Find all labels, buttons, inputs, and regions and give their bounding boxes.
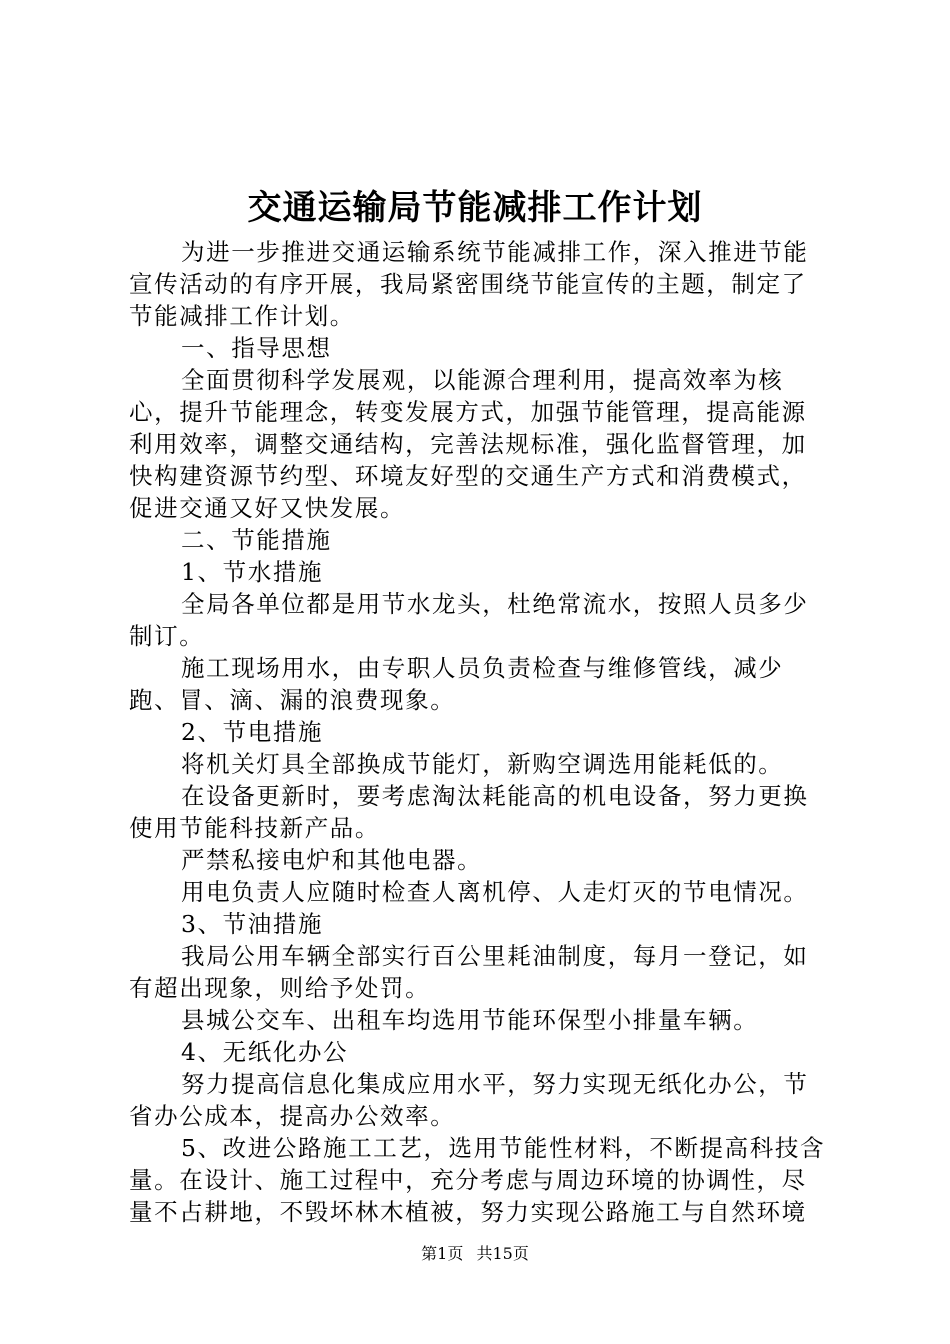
road-construction-paragraph: 5、改进公路施工工艺，选用节能性材料，不断提高科技含量。在设计、施工过程中，充分考虑与周边环境的协调性，尽量不占耕地，不毁坏林木植被，努力实现公路施工与自然环境 (129, 1134, 826, 1226)
water-saving-paragraph-1: 全局各单位都是用节水龙头，杜绝常流水，按照人员多少制订。 (129, 590, 809, 650)
fuel-saving-paragraph-1: 我局公用车辆全部实行百公里耗油制度，每月一登记，如有超出现象，则给予处罚。 (129, 942, 809, 1002)
subheading-power-saving: 2、节电措施 (181, 718, 324, 746)
subheading-paperless-office: 4、无纸化办公 (181, 1038, 349, 1066)
section-heading-measures: 二、节能措施 (181, 526, 332, 554)
power-saving-paragraph-1: 将机关灯具全部换成节能灯，新购空调选用能耗低的。 (181, 750, 784, 778)
subheading-fuel-saving: 3、节油措施 (181, 910, 324, 938)
power-saving-paragraph-3: 严禁私接电炉和其他电器。 (181, 846, 483, 874)
guiding-thought-paragraph: 全面贯彻科学发展观，以能源合理利用，提高效率为核心，提升节能理念，转变发展方式，加强节能管理，提高能源利用效率，调整交通结构，完善法规标准，强化监督管理，加快构建资源节约型、环境友好型的交通生产方式和消费模式，促进交通又好又快发展。 (129, 366, 807, 522)
fuel-saving-paragraph-2: 县城公交车、出租车均选用节能环保型小排量车辆。 (181, 1006, 759, 1034)
page-total: 共15页 (476, 1244, 529, 1263)
page-footer (0, 1244, 950, 1264)
document-body (129, 236, 829, 1228)
paperless-office-paragraph: 努力提高信息化集成应用水平，努力实现无纸化办公，节省办公成本，提高办公效率。 (129, 1070, 809, 1130)
power-saving-paragraph-4: 用电负责人应随时检查人离机停、人走灯灭的节电情况。 (181, 878, 809, 906)
document-title: 交通运输局节能减排工作计划 (247, 188, 703, 228)
water-saving-paragraph-2: 施工现场用水，由专职人员负责检查与维修管线，减少跑、冒、滴、漏的浪费现象。 (129, 654, 784, 714)
section-heading-guiding-thought: 一、指导思想 (181, 334, 332, 362)
page-number: 第1页 (421, 1244, 464, 1263)
subheading-water-saving: 1、节水措施 (181, 558, 324, 586)
power-saving-paragraph-2: 在设备更新时，要考虑淘汰耗能高的机电设备，努力更换使用节能科技新产品。 (129, 782, 809, 842)
intro-paragraph: 为进一步推进交通运输系统节能减排工作，深入推进节能宣传活动的有序开展，我局紧密围绕节能宣传的主题，制定了节能减排工作计划。 (129, 238, 809, 330)
